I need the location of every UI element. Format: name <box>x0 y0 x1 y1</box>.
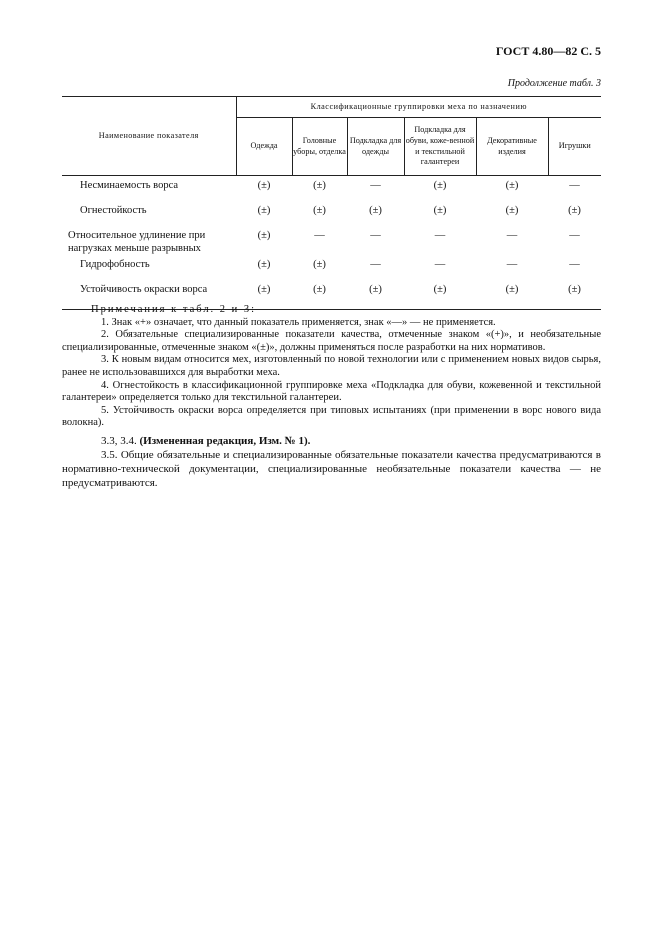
note-item: 1. Знак «+» означает, что данный показатель применяется, знак «—» — не применяется. <box>101 316 496 328</box>
table-cell: — <box>314 230 325 241</box>
table-cell: (±) <box>505 205 519 216</box>
table-cell: — <box>506 259 518 271</box>
column-header: Декоративные изделия <box>476 118 548 176</box>
table-cell: (±) <box>433 205 447 216</box>
section-text <box>62 434 601 490</box>
amendment-prefix: 3.3, 3.4. <box>101 435 140 447</box>
row-label: Гидрофобность <box>80 259 150 271</box>
quality-indicators-table <box>62 96 601 310</box>
row-label: Несминаемость ворса <box>80 180 179 191</box>
note-item: 4. Огнестойкость в классификационной группировке меха «Подкладка для обуви, кожевенной и текстильной галантереи» определяется только для текстильной галантереи. <box>62 379 601 404</box>
table-cell: (±) <box>236 280 292 310</box>
table-cell: (±) <box>313 205 326 216</box>
column-header: Подкладка для обуви, коже-венной и текстильной галантереи <box>404 118 476 176</box>
table-cell: (±) <box>313 259 326 271</box>
table-cell: — <box>569 180 580 191</box>
table-cell: (±) <box>404 280 476 310</box>
table-cell: — <box>506 230 518 241</box>
paragraph-3-5: 3.5. Общие обязательные и специализированные обязательные показатели качества предусматриваются в нормативно-технической документации, специализированные необязательные показатели качества — не предусматриваются. <box>62 449 601 489</box>
table-cell: (±) <box>313 180 326 191</box>
table-row <box>62 226 601 255</box>
table-row <box>62 201 601 226</box>
page-header: ГОСТ 4.80—82 С. 5 <box>495 44 601 58</box>
table-notes <box>62 304 601 430</box>
notes-title: Примечания к табл. 2 и 3: <box>91 304 257 315</box>
note-item: 2. Обязательные специализированные показатели качества, отмеченные знаком «(+)», и необязательные специализированные, отмеченные знаком «(±)», должны применяться после разработки на них нормативов. <box>62 329 601 353</box>
column-header: Подкладка для одежды <box>347 118 404 176</box>
table-cell: — <box>370 230 381 241</box>
table-cell: (±) <box>292 280 347 310</box>
table-cell: (±) <box>505 180 519 191</box>
table-cell: — <box>569 259 580 271</box>
table-cell: (±) <box>568 205 581 216</box>
table-row <box>62 255 601 280</box>
table-cell: — <box>434 230 446 241</box>
table-cell: (±) <box>548 280 601 310</box>
table-cell: (±) <box>433 180 447 191</box>
table-row <box>62 176 601 202</box>
table-cell: — <box>434 259 446 271</box>
table-cell: — <box>370 180 381 191</box>
table-cell: (±) <box>257 230 271 241</box>
amendment-note: (Измененная редакция, Изм. № 1). <box>139 435 311 447</box>
column-group-header: Классификационные группировки меха по назначению <box>236 97 601 118</box>
column-header: Игрушки <box>548 118 601 176</box>
table-cell: (±) <box>257 180 271 191</box>
table-cell: (±) <box>347 280 404 310</box>
column-header: Одежда <box>236 118 292 176</box>
row-label: Огнестойкость <box>80 205 147 216</box>
amendment-paragraph <box>91 434 601 448</box>
table-cell: (±) <box>369 205 382 216</box>
table-cell: (±) <box>476 280 548 310</box>
table-cell: (±) <box>257 205 271 216</box>
table-cell: (±) <box>257 259 271 271</box>
table-continuation-caption: Продолжение табл. 3 <box>507 78 601 89</box>
column-header: Головные уборы, отделка <box>292 118 347 176</box>
row-label: Устойчивость окраски ворса <box>62 280 236 310</box>
column-header-indicator-name: Наименование показателя <box>62 97 236 176</box>
note-item: 3. К новым видам относится мех, изготовленный по новой технологии или с применением новых видов сырья, ранее не использовавшихся для выработки меха. <box>62 354 601 378</box>
note-item: 5. Устойчивость окраски ворса определяется при типовых испытаниях (при применении в ворс нового вида волокна). <box>62 404 601 429</box>
row-label: Относительное удлинение при нагрузках меньше разрывных <box>68 230 206 254</box>
table-cell: — <box>370 259 381 271</box>
table-cell: — <box>569 230 580 241</box>
